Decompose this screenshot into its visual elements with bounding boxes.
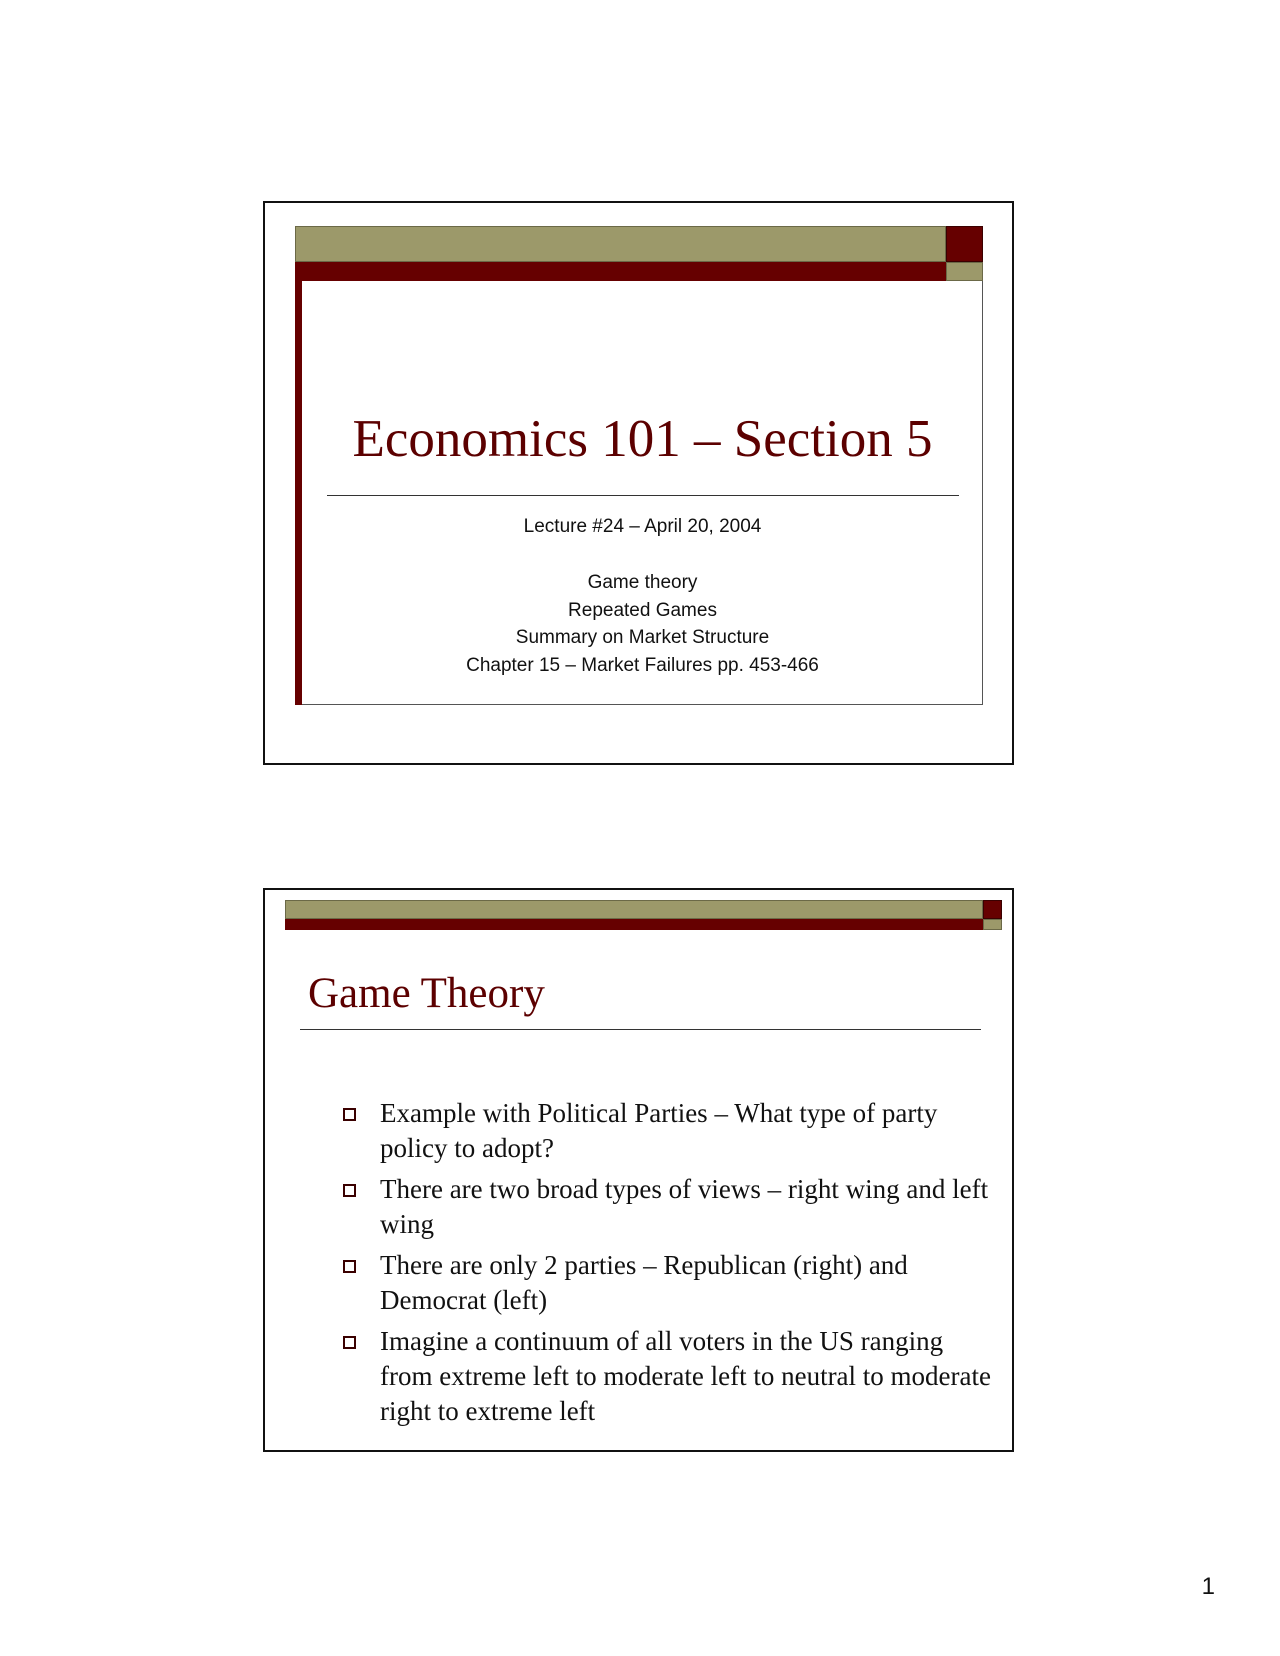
page-number: 1 — [1201, 1573, 1215, 1600]
hollow-square-bullet-icon — [343, 1336, 356, 1349]
slide-title: Economics 101 – Section 5 — [352, 410, 933, 468]
header-olive-square — [983, 919, 1002, 930]
bullet-item — [343, 1172, 993, 1242]
bullet-list — [343, 1096, 993, 1435]
bullet-text: Imagine a continuum of all voters in the US ranging from extreme left to moderate left to neutral to moderate right to extreme left — [380, 1326, 991, 1426]
slide-1 — [263, 201, 1014, 765]
hollow-square-bullet-icon — [343, 1108, 356, 1121]
bullet-item — [343, 1248, 993, 1318]
lecture-subtitle: Lecture #24 – April 20, 2004 — [523, 516, 762, 537]
topic-item: Chapter 15 – Market Failures pp. 453-466 — [466, 654, 819, 676]
bullet-text: There are only 2 parties – Republican (right) and Democrat (left) — [380, 1250, 908, 1315]
slide-2 — [263, 888, 1014, 1452]
left-accent-bar — [295, 281, 302, 705]
header-red-bar — [285, 919, 983, 930]
bullet-item — [343, 1096, 993, 1166]
header-olive-bar — [285, 900, 983, 919]
topic-list — [302, 569, 983, 679]
title-divider — [327, 495, 959, 496]
bullet-item — [343, 1324, 993, 1429]
topic-item: Repeated Games — [568, 599, 717, 621]
slide-title: Game Theory — [308, 970, 545, 1017]
hollow-square-bullet-icon — [343, 1184, 356, 1197]
header-red-bar — [295, 262, 946, 281]
bullet-text: There are two broad types of views – right wing and left wing — [380, 1174, 989, 1239]
header-olive-square — [946, 262, 983, 281]
bullet-text: Example with Political Parties – What type of party policy to adopt? — [380, 1098, 938, 1163]
topic-item: Summary on Market Structure — [515, 627, 770, 648]
hollow-square-bullet-icon — [343, 1260, 356, 1273]
header-red-square — [983, 900, 1002, 919]
topic-item: Game theory — [587, 572, 698, 593]
title-divider — [300, 1029, 981, 1030]
header-olive-bar — [295, 226, 946, 262]
header-red-square — [946, 226, 983, 262]
